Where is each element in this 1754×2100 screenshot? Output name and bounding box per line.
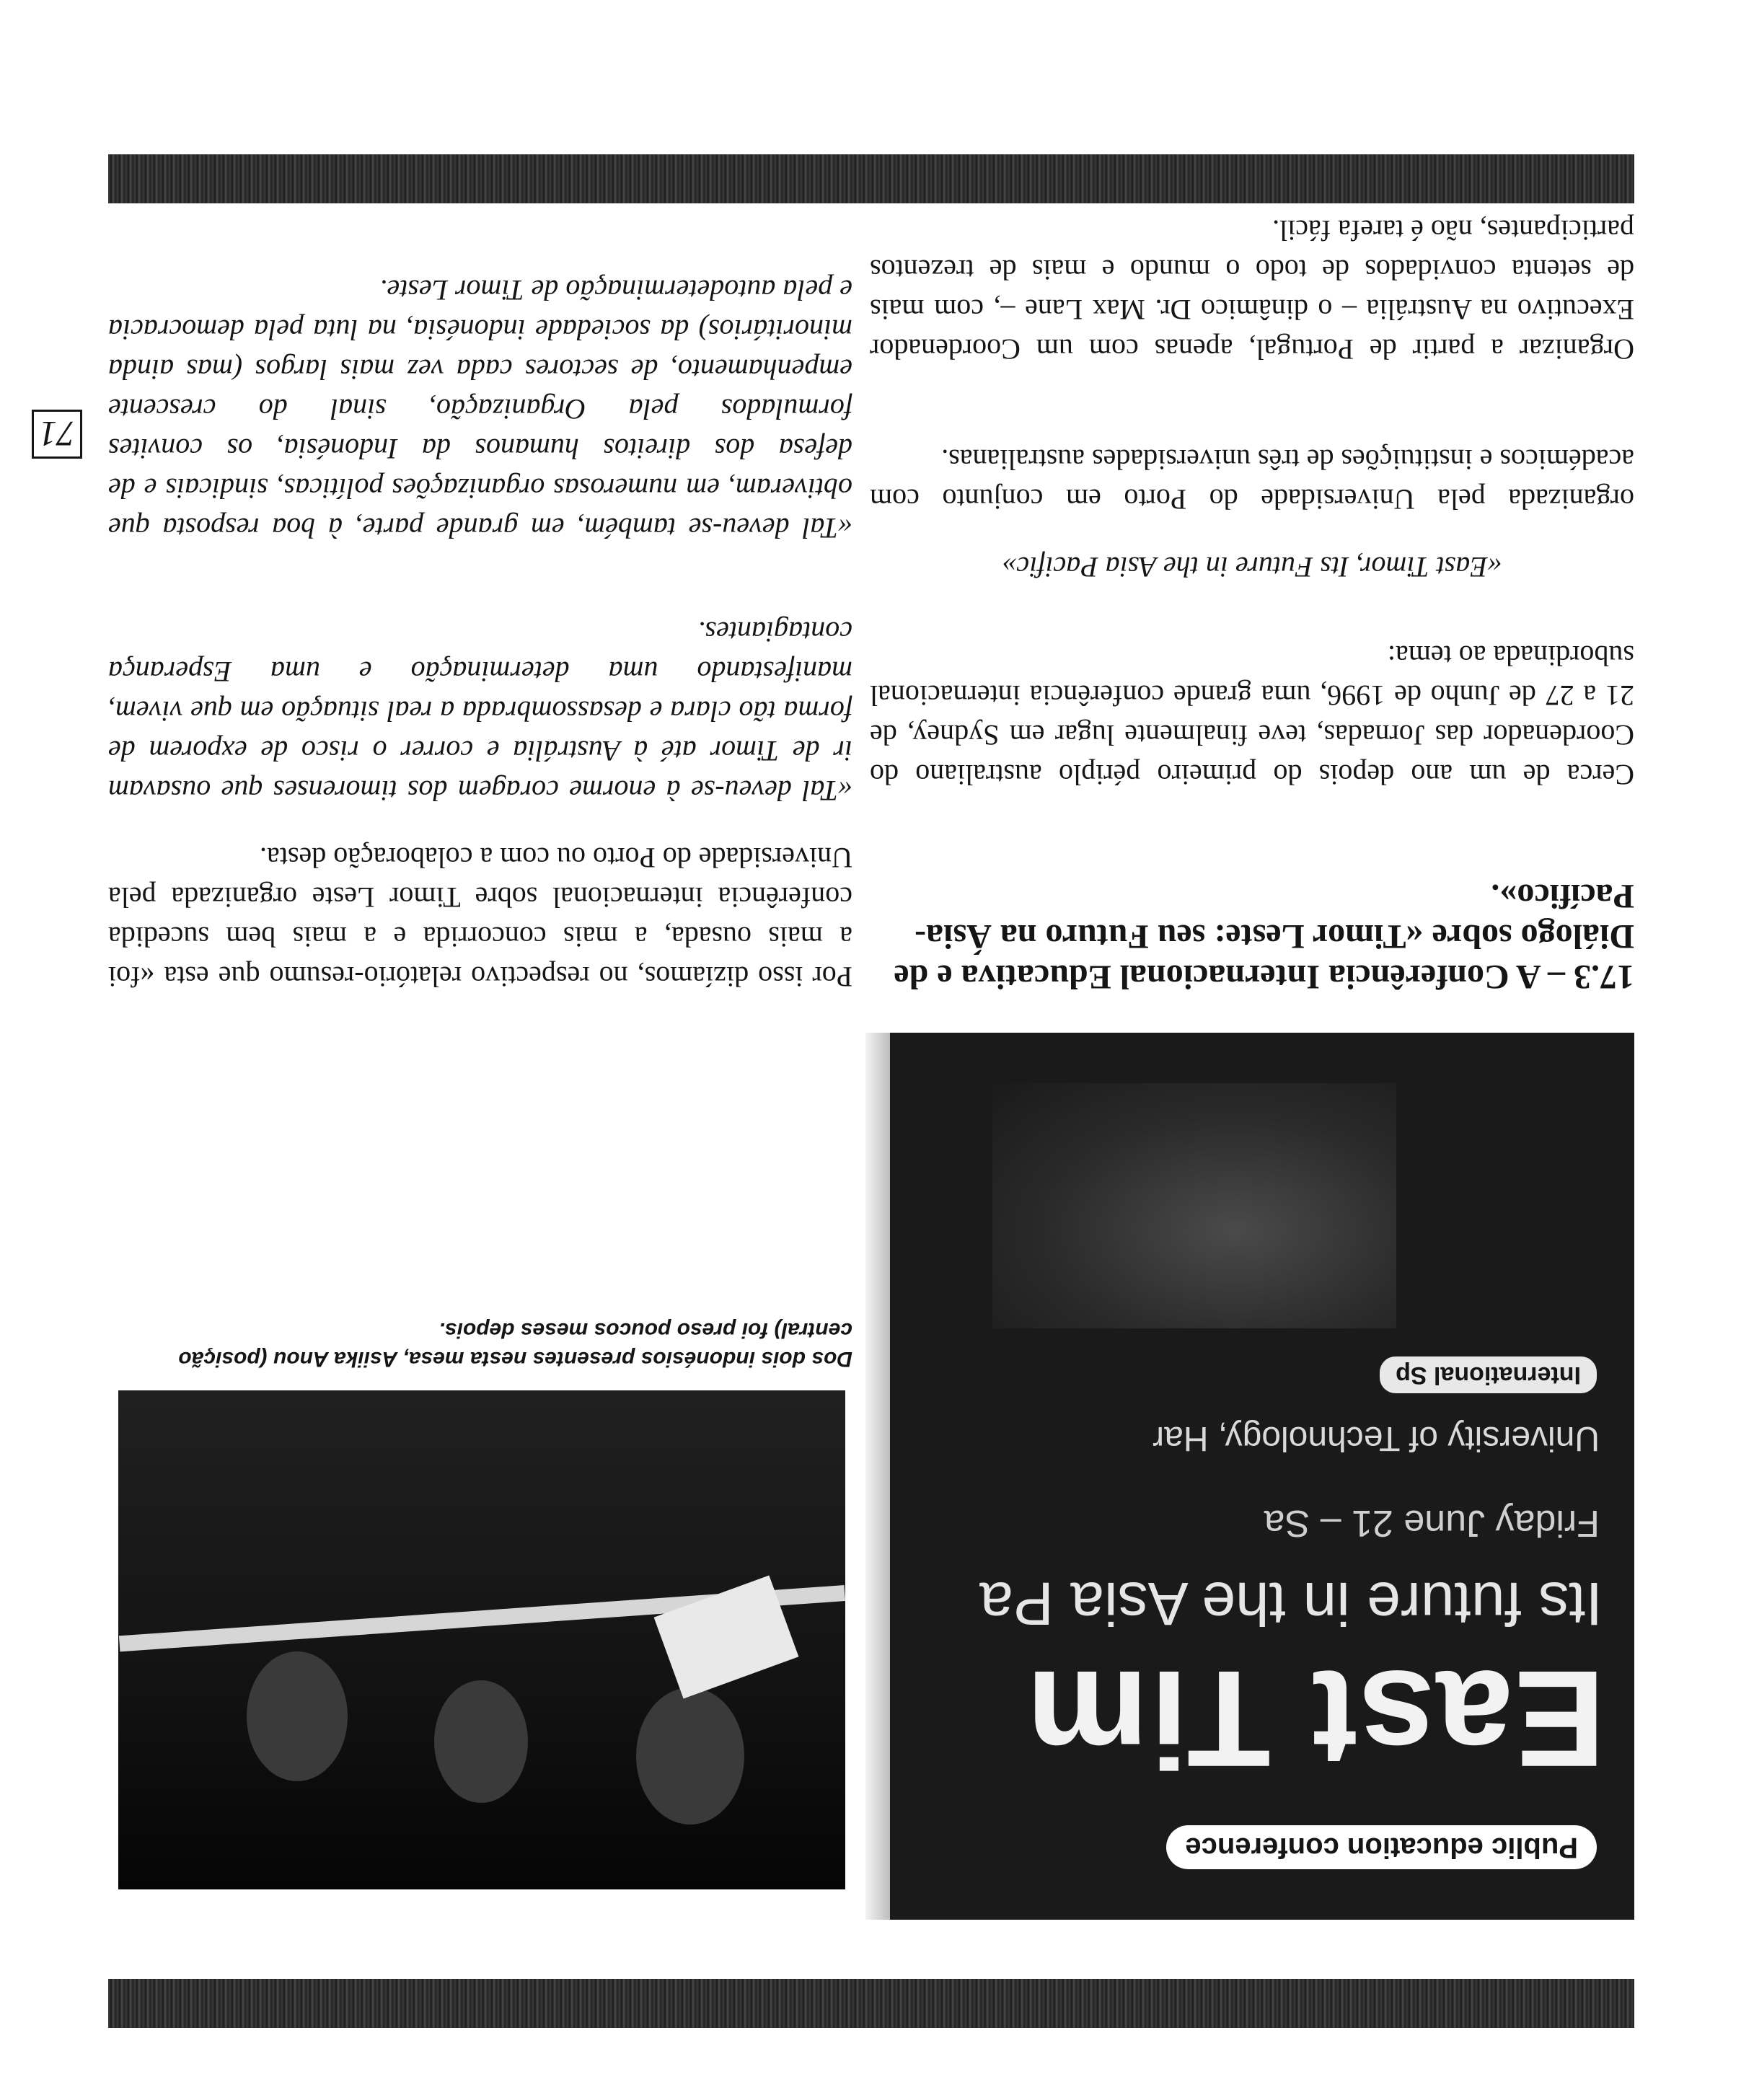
bottom-decorative-bar bbox=[108, 154, 1634, 203]
section-heading: 17.3 – A Conferência Internacional Educativa e de Diálogo sobre «Timor Leste: seu Futuro na Ásia-Pacífico». bbox=[894, 877, 1634, 996]
photo-person bbox=[636, 1688, 744, 1825]
poster-edge-shadow bbox=[865, 1033, 890, 1920]
conference-table-photo bbox=[118, 1390, 845, 1889]
poster-photo bbox=[992, 1083, 1396, 1328]
poster-date: Friday June 21 – Sa bbox=[1264, 1502, 1600, 1544]
page-number: 71 bbox=[32, 410, 82, 459]
right-paragraph-3: «Tal deveu-se também, em grande parte, à boa resposta que obtiveram, em numerosas organizações políticas, sindicais e de defesa dos direitos humanos da Indonésia, os convites formulados pela Organização, sinal do crescente empenhamento, de sectores cada vez mais largos (mas ainda minoritários) da sociedade indonésia, na luta pela democracia e pela autodeterminação de Timor Leste. bbox=[108, 274, 852, 544]
top-decorative-bar bbox=[108, 1979, 1634, 2028]
section-paragraph-1: Cerca de um ano depois do primeiro périplo australiano do Coordenador das Jornadas, teve finalmente lugar em Sydney, de 21 a 27 de Junho de 1996, uma grande conferência internacional subordinada ao tema: bbox=[870, 640, 1634, 791]
poster-title: East Tim bbox=[1025, 1642, 1605, 1795]
photo-person bbox=[247, 1651, 348, 1781]
photo-person bbox=[434, 1680, 528, 1803]
conference-poster-image bbox=[890, 1033, 1634, 1920]
poster-subtitle: Its future in the Asia Pa bbox=[979, 1570, 1603, 1638]
section-paragraph-2: organizada pela Universidade do Porto em conjunto com académicos e instituições de três universidades australianas. bbox=[870, 444, 1634, 516]
conference-theme: «East Timor, Its Future in the Asia Pacific» bbox=[1002, 551, 1502, 583]
poster-tag: Public education conference bbox=[1166, 1825, 1597, 1869]
photo-caption: Dos dois indonésios presentes nesta mesa, Asiika Anou (posição central) foi preso poucos meses depois. bbox=[178, 1318, 852, 1371]
poster-badge: International Sp bbox=[1380, 1356, 1597, 1393]
poster-venue: University of Technology, Har bbox=[1153, 1419, 1600, 1457]
right-paragraph-2: «Tal deveu-se à enorme coragem dos timorenses que ousavam ir de Timor até à Austrália e correr o risco de exporem de forma tão clara e desassombrada a real situação em que vivem, manifestando uma determinação e uma Esperança contagiantes. bbox=[108, 616, 852, 807]
right-paragraph-1: Por isso dizíamos, no respectivo relatório-resumo que esta «foi a mais ousada, a mais concorrida e a mais bem sucedida conferência internacional sobre Timor Leste organizada pela Universidade do Porto ou com a colaboração desta. bbox=[108, 842, 852, 993]
section-paragraph-3: Organizar a partir de Portugal, apenas com um Coordenador Executivo na Austrália – o dinâmico Dr. Max Lane –, com mais de setenta convidados de todo o mundo e mais de trezentos participantes, não é tarefa fácil. bbox=[870, 214, 1634, 366]
